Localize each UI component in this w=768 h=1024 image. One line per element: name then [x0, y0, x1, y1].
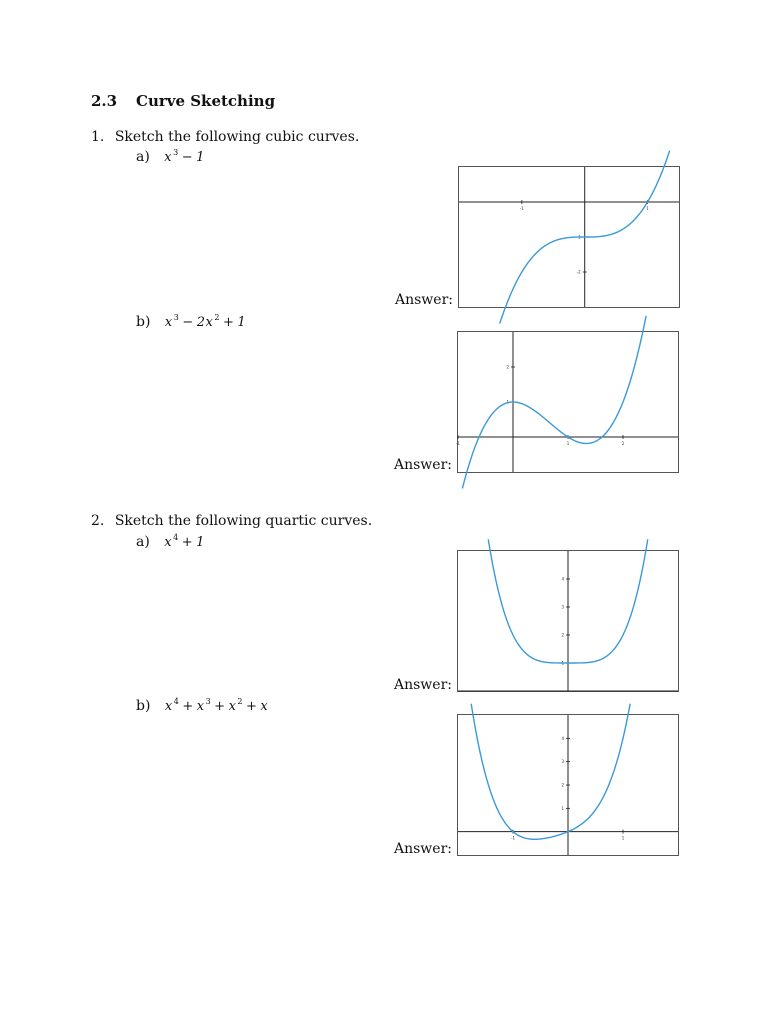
- question-1a-label: a): [136, 149, 150, 165]
- section-number: 2.3: [91, 92, 118, 110]
- question-2b: [136, 697, 268, 714]
- question-2-prompt: Sketch the following quartic curves.: [114, 513, 373, 529]
- question-1a-expression: $x^3 - 1$: [164, 148, 205, 165]
- y-tick-label: -1: [576, 234, 581, 240]
- x-tick-label: -1: [519, 206, 524, 211]
- y-tick-label: 2: [506, 364, 509, 370]
- question-1b-label: b): [136, 314, 151, 330]
- y-tick-label: 2: [561, 632, 564, 638]
- y-tick-label: 4: [561, 735, 564, 741]
- x-tick-label: 1: [566, 441, 570, 446]
- x-tick-label: 1: [646, 206, 649, 211]
- y-tick-label: 1: [561, 660, 564, 666]
- answer-label-2b: Answer:: [394, 841, 452, 857]
- question-2a-label: a): [136, 534, 150, 550]
- graph-2b-svg: [458, 715, 678, 855]
- y-tick-label: 1: [561, 805, 564, 811]
- question-2a-expression: $x^4 + 1$: [164, 533, 205, 550]
- question-1a: [136, 148, 205, 165]
- graph-2a-svg: [458, 551, 678, 691]
- graph-2b: [457, 714, 679, 856]
- question-1b-expression: $x^3 - 2x^2 + 1$: [164, 313, 247, 330]
- question-1b: [136, 313, 246, 330]
- graph-2a: [457, 550, 679, 692]
- y-tick-label: 4: [561, 576, 564, 582]
- x-tick-label: 1: [621, 835, 625, 841]
- answer-label-1a: Answer:: [395, 292, 453, 308]
- graph-1b: [457, 331, 679, 473]
- question-2-number: 2.: [91, 513, 105, 529]
- y-tick-label: 2: [561, 782, 564, 788]
- section-title: Curve Sketching: [136, 92, 276, 110]
- question-1-number: 1.: [91, 129, 105, 145]
- x-tick-label: -1: [456, 441, 460, 446]
- answer-label-2a: Answer:: [394, 677, 452, 693]
- graph-1b-svg: [458, 332, 678, 472]
- x-tick-label: -1: [511, 835, 515, 841]
- curve-line: [471, 704, 630, 840]
- answer-label-1b: Answer:: [394, 457, 452, 473]
- y-tick-label: 3: [561, 604, 564, 610]
- curve-line: [462, 316, 646, 489]
- y-tick-label: -2: [576, 269, 581, 275]
- question-2: [91, 513, 372, 529]
- x-tick-label: 2: [621, 441, 625, 446]
- y-tick-label: 3: [561, 759, 564, 765]
- question-2b-expression: $x^4 + x^3 + x^2 + x$: [164, 697, 269, 714]
- question-1: [91, 129, 359, 145]
- y-tick-label: 1: [506, 399, 509, 405]
- question-2b-label: b): [136, 698, 151, 714]
- graph-1a-svg: [459, 167, 679, 307]
- question-2a: [136, 533, 205, 550]
- graph-1a: [458, 166, 680, 308]
- question-1-prompt: Sketch the following cubic curves.: [114, 129, 360, 145]
